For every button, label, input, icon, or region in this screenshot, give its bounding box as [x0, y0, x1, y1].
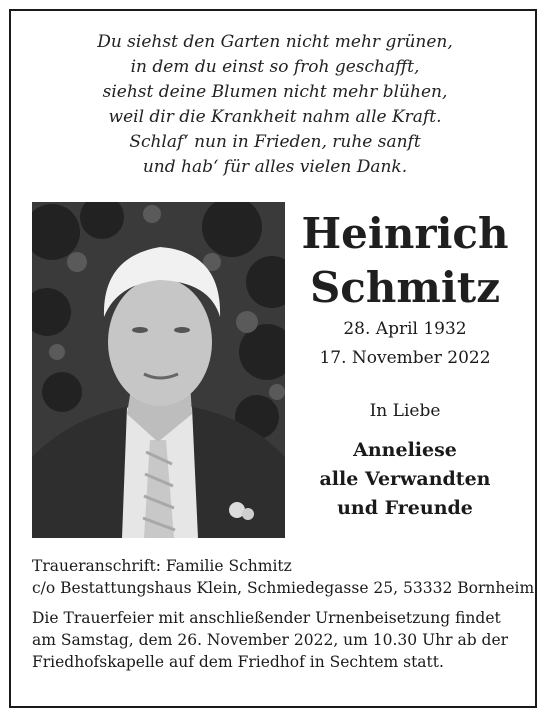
death-date: 17. November 2022 [319, 348, 491, 368]
address-line: Traueranschrift: Familie Schmitz [32, 557, 292, 575]
mourner-line: und Freunde [337, 497, 473, 519]
in-love-label: In Liebe [369, 401, 441, 421]
service-info [32, 607, 508, 673]
service-line: am Samstag, dem 26. November 2022, um 10.30 Uhr ab der [32, 631, 509, 649]
service-line: Friedhofskapelle auf dem Friedhof in Sechtem statt. [32, 653, 444, 671]
portrait-photo [32, 202, 285, 538]
poem-line: siehst deine Blumen nicht mehr blühen, [102, 82, 448, 102]
deceased-last-name: Schmitz [309, 263, 501, 312]
poem-line: Du siehst den Garten nicht mehr grünen, [97, 32, 453, 52]
poem [0, 30, 550, 180]
mourner-line: Anneliese [353, 439, 457, 461]
mourner-line: alle Verwandten [319, 468, 491, 490]
service-line: Die Trauerfeier mit anschließender Urnenbeisetzung findet [32, 609, 501, 627]
poem-line: Schlaf‘ nun in Frieden, ruhe sanft [129, 132, 421, 152]
birth-date: 28. April 1932 [343, 319, 467, 339]
funeral-address [32, 555, 534, 599]
poem-line: weil dir die Krankheit nahm alle Kraft. [108, 107, 442, 127]
poem-line: in dem du einst so froh geschafft, [130, 57, 420, 77]
address-line: c/o Bestattungshaus Klein, Schmiedegasse 25, 53332 Bornheim [32, 579, 535, 597]
poem-line: und hab‘ für alles vielen Dank. [142, 157, 408, 177]
mourners-list [300, 436, 510, 523]
deceased-first-name: Heinrich [301, 209, 509, 258]
